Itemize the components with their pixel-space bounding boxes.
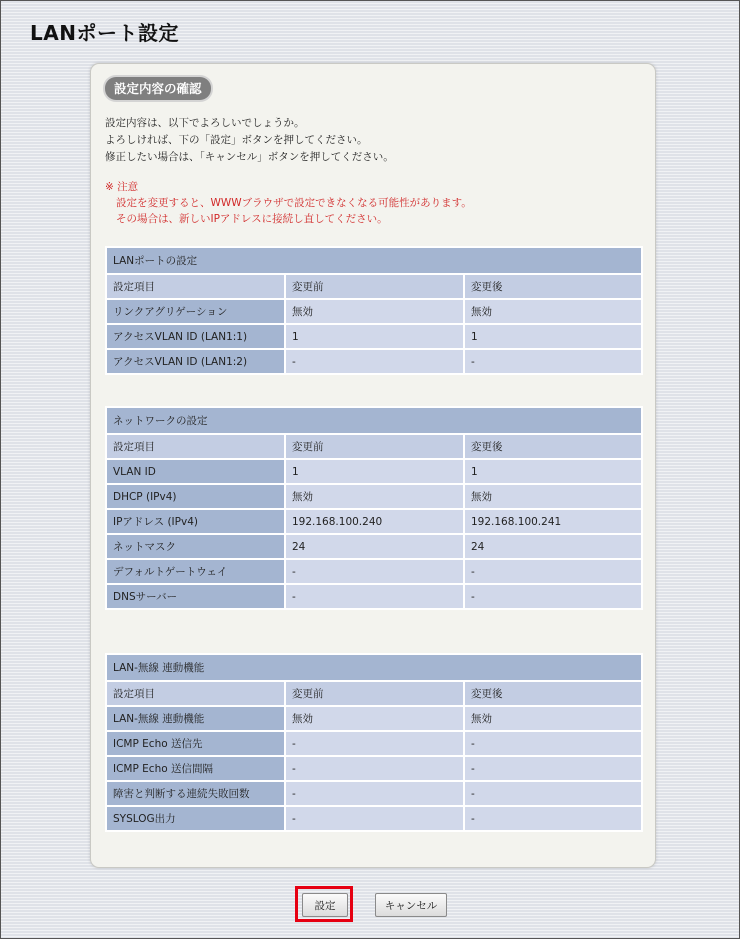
- warning-line: その場合は、新しいIPアドレスに接続し直してください。: [116, 213, 388, 225]
- row-label: SYSLOG出力: [106, 806, 285, 831]
- row-label: アクセスVLAN ID (LAN1:1): [106, 324, 285, 349]
- value-after: 無効: [464, 484, 642, 509]
- value-after: -: [464, 781, 642, 806]
- section-title: ネットワークの設定: [106, 407, 642, 434]
- lan-port-settings-table: [105, 246, 643, 375]
- lan-wireless-link-table: [105, 653, 643, 832]
- value-after: -: [464, 806, 642, 831]
- row-label: VLAN ID: [106, 459, 285, 484]
- network-settings-table: [105, 406, 643, 610]
- warning-line: 設定を変更すると、WWWブラウザで設定できなくなる可能性があります。: [116, 197, 472, 209]
- value-before: 192.168.100.240: [285, 509, 464, 534]
- table-row: [106, 534, 642, 559]
- row-label: ICMP Echo 送信間隔: [106, 756, 285, 781]
- save-button[interactable]: 設定: [302, 893, 348, 917]
- row-label: デフォルトゲートウェイ: [106, 559, 285, 584]
- value-after: -: [464, 559, 642, 584]
- intro-text: [105, 115, 394, 166]
- row-label: ICMP Echo 送信先: [106, 731, 285, 756]
- value-before: -: [285, 349, 464, 374]
- row-label: ネットマスク: [106, 534, 285, 559]
- table-row: [106, 731, 642, 756]
- section-title: LAN-無線 連動機能: [106, 654, 642, 681]
- page-title: LANポート設定: [30, 21, 179, 45]
- row-label: IPアドレス (IPv4): [106, 509, 285, 534]
- cancel-button[interactable]: キャンセル: [375, 893, 447, 917]
- column-header-before: 変更前: [285, 434, 464, 459]
- value-before: 24: [285, 534, 464, 559]
- row-label: DHCP (IPv4): [106, 484, 285, 509]
- value-before: -: [285, 584, 464, 609]
- table-row: [106, 584, 642, 609]
- warning-heading: ※ 注意: [105, 181, 139, 193]
- column-header-after: 変更後: [464, 434, 642, 459]
- panel-title-badge: 設定内容の確認: [105, 77, 211, 100]
- value-before: 無効: [285, 706, 464, 731]
- value-after: 1: [464, 459, 642, 484]
- intro-line: 設定内容は、以下でよろしいでしょうか。: [105, 117, 305, 129]
- row-label: アクセスVLAN ID (LAN1:2): [106, 349, 285, 374]
- intro-line: よろしければ、下の「設定」ボタンを押してください。: [105, 134, 368, 146]
- table-row: [106, 509, 642, 534]
- column-header-before: 変更前: [285, 274, 464, 299]
- table-row: [106, 484, 642, 509]
- section-title: LANポートの設定: [106, 247, 642, 274]
- value-before: -: [285, 806, 464, 831]
- confirmation-panel: [90, 63, 656, 868]
- value-after: 1: [464, 324, 642, 349]
- column-header-row: [106, 434, 642, 459]
- value-before: 無効: [285, 299, 464, 324]
- value-after: 無効: [464, 706, 642, 731]
- row-label: DNSサーバー: [106, 584, 285, 609]
- intro-line: 修正したい場合は、「キャンセル」ボタンを押してください。: [105, 151, 394, 163]
- table-row: [106, 299, 642, 324]
- table-row: [106, 559, 642, 584]
- table-row: [106, 459, 642, 484]
- value-after: -: [464, 584, 642, 609]
- value-after: -: [464, 731, 642, 756]
- value-before: -: [285, 731, 464, 756]
- row-label: リンクアグリゲーション: [106, 299, 285, 324]
- column-header-item: 設定項目: [106, 274, 285, 299]
- value-before: -: [285, 559, 464, 584]
- table-row: [106, 324, 642, 349]
- value-before: 1: [285, 459, 464, 484]
- warning-notice: [105, 179, 472, 227]
- value-after: -: [464, 349, 642, 374]
- column-header-item: 設定項目: [106, 434, 285, 459]
- value-before: -: [285, 781, 464, 806]
- value-after: 24: [464, 534, 642, 559]
- column-header-row: [106, 274, 642, 299]
- column-header-row: [106, 681, 642, 706]
- value-before: 1: [285, 324, 464, 349]
- column-header-item: 設定項目: [106, 681, 285, 706]
- value-after: -: [464, 756, 642, 781]
- row-label: LAN-無線 連動機能: [106, 706, 285, 731]
- value-after: 無効: [464, 299, 642, 324]
- column-header-before: 変更前: [285, 681, 464, 706]
- column-header-after: 変更後: [464, 681, 642, 706]
- column-header-after: 変更後: [464, 274, 642, 299]
- table-row: [106, 349, 642, 374]
- value-before: 無効: [285, 484, 464, 509]
- row-label: 障害と判断する連続失敗回数: [106, 781, 285, 806]
- table-row: [106, 756, 642, 781]
- table-row: [106, 706, 642, 731]
- table-row: [106, 806, 642, 831]
- value-before: -: [285, 756, 464, 781]
- table-row: [106, 781, 642, 806]
- value-after: 192.168.100.241: [464, 509, 642, 534]
